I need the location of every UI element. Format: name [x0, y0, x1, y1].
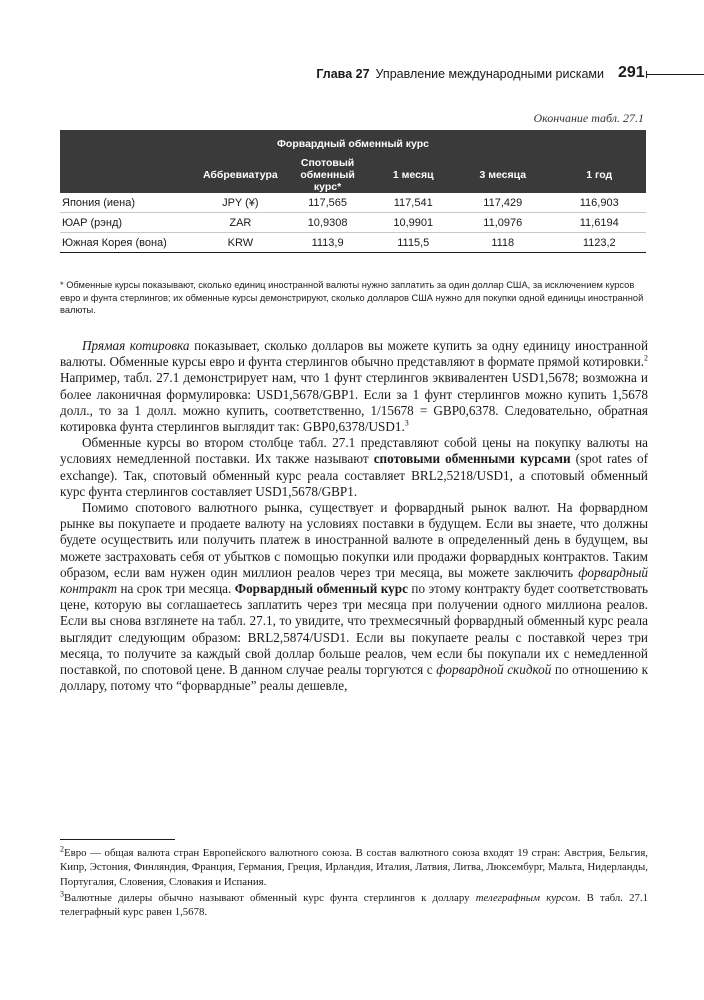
term-forward-contract: форвардный контракт — [60, 564, 648, 597]
footnote-text: Евро — общая валюта стран Европейского валютного союза. В состав валютного союза входят 19 стран: Австрия, Бельгия, Кипр, Эстония, Финляндия, Франция, Германия, Греция, Ирландия, Италия, Латвия, Литва, Люксембург, Мальта, Нидерланды, Португалия, Словения, Словакия и Испания. — [60, 847, 648, 888]
paragraph-text: (spot rates of exchange). Так, спотовый обменный курс реала составляет BRL2,5218/USD1, а спотовый обменный курс фунта стерлингов составляет USD1,5678/GBP1. — [60, 451, 648, 499]
paragraph — [60, 500, 648, 694]
one-month-cell: 1115,5 — [373, 233, 453, 253]
country-cell: Южная Корея (вона) — [60, 233, 199, 253]
abbr-cell: ZAR — [199, 213, 282, 233]
paragraph — [60, 435, 648, 500]
footnotes — [60, 846, 648, 921]
footnote-ref: 3 — [404, 418, 409, 428]
table-header-1-year: 1 год — [552, 157, 646, 193]
table-header-country — [60, 157, 199, 193]
body-text — [60, 338, 648, 694]
spot-cell: 1113,9 — [282, 233, 374, 253]
table-header-spot: Спотовый обменный курс* — [282, 157, 374, 193]
term-forward-rate: Форвардный обменный курс — [234, 581, 408, 597]
footnote-text: Валютные дилеры обычно называют обменный курс фунта стерлингов к доллару — [64, 891, 476, 904]
spot-cell: 117,565 — [282, 193, 374, 213]
footnote-text: . В табл. 27.1 телеграфный курс равен 1,5678. — [60, 891, 648, 919]
table-row — [60, 213, 646, 233]
one-year-cell: 116,903 — [552, 193, 646, 213]
paragraph-text: Обменные курсы во втором столбце табл. 27.1 представляют собой цены на покупку валюты на условиях немедленной поставки. Их также называют — [60, 435, 648, 467]
one-month-cell: 10,9901 — [373, 213, 453, 233]
paragraph-text: Помимо спотового валютного рынка, существует и форвардный рынок валют. На форвардном рынке вы покупаете и продаете валюту на условиях поставки в будущем. Если вы знаете, что должны будете осуществить или получить платеж в иностранной валюте в определенный день в будущем, вы можете застраховать себя от убытков с помощью покупки или продажи форвардных контрактов. Таким образом, если вам нужен один миллион реалов через три месяца, вы можете заключить — [60, 500, 648, 580]
table-note: * Обменные курсы показывают, сколько единиц иностранной валюты нужно заплатить за один доллар США, за исключением курсов евро и фунта стерлингов; их обменные курсы демонстрируют, сколько долларов США нужно для покупки одной единицы иностранной валюты. — [60, 280, 644, 315]
three-month-cell: 117,429 — [453, 193, 552, 213]
footnote — [60, 891, 648, 920]
term-spot-rates: спотовыми обменными курсами — [373, 451, 571, 467]
chapter-heading — [316, 67, 604, 81]
footnote-rule — [60, 839, 175, 840]
country-cell: ЮАР (рэнд) — [60, 213, 199, 233]
table-header-abbr: Аббревиатура — [199, 157, 282, 193]
table-group-header: Форвардный обменный курс — [60, 130, 646, 157]
spot-cell: 10,9308 — [282, 213, 374, 233]
table-header-3-months: 3 месяца — [453, 157, 552, 193]
chapter-title: Управление международными рисками — [375, 67, 604, 81]
paragraph — [60, 338, 648, 435]
table-row — [60, 193, 646, 213]
running-header — [60, 64, 704, 84]
table-caption: Окончание табл. 27.1 — [533, 111, 644, 125]
chapter-label: Глава 27 — [316, 67, 370, 81]
paragraph-text: показывает, сколько долларов вы можете купить за одну единицу иностранной валюты. Обменные курсы евро и фунта стерлингов обычно представляют в формате прямой котировки. — [60, 338, 648, 370]
term-forward-discount: форвардной скидкой — [436, 662, 552, 678]
abbr-cell: JPY (¥) — [199, 193, 282, 213]
exchange-rate-table — [60, 130, 646, 253]
three-month-cell: 1118 — [453, 233, 552, 253]
abbr-cell: KRW — [199, 233, 282, 253]
header-rule — [646, 74, 704, 75]
paragraph-text: по этому контракту будет соответствовать цене, которую вы соглашаетесь заплатить через три месяца при получении одного миллиона реалов. Если вы снова взглянете на табл. 27.1, то увидите, что трехмесячный форвардный обменный курс реала выглядит следующим образом: BRL2,5874/USD1. Если вы покупаете реалы с поставкой через три месяца, то получите за каждый свой доллар больше реалов, чем если бы покупали их с немедленной поставкой, по спотовой цене. В данном случае реалы торгуются с — [60, 581, 648, 678]
term-direct-quote: Прямая котировка — [82, 338, 190, 353]
one-month-cell: 117,541 — [373, 193, 453, 213]
term-telegraph-rate: телеграфным курсом — [475, 891, 578, 904]
one-year-cell: 1123,2 — [552, 233, 646, 253]
table-header-1-month: 1 месяц — [373, 157, 453, 193]
paragraph-text: на срок три месяца. — [117, 581, 235, 597]
footnote-ref: 2 — [644, 353, 648, 363]
three-month-cell: 11,0976 — [453, 213, 552, 233]
one-year-cell: 11,6194 — [552, 213, 646, 233]
country-cell: Япония (иена) — [60, 193, 199, 213]
footnote — [60, 846, 648, 889]
paragraph-text: Например, табл. 27.1 демонстрирует нам, что 1 фунт стерлингов эквивалентен USD1,5678; возможна и более лаконичная формулировка: USD1,5678/GBP1. Если за 1 фунт стерлингов можно купить 1,5678 долл., то за 1 долл. можно купить, соответственно, 1/15678 = GBP0,6378. Следовательно, обратная котировка фунта стерлингов выглядит так: GBP0,6378/USD1. — [60, 370, 648, 435]
footnote-mark: 3 — [60, 889, 64, 899]
page-number: 291 — [618, 64, 645, 81]
footnote-mark: 2 — [60, 844, 64, 854]
table-row — [60, 233, 646, 253]
paragraph-text: по отношению к доллару, потому что “форвардные” реалы дешевле, — [60, 662, 648, 694]
